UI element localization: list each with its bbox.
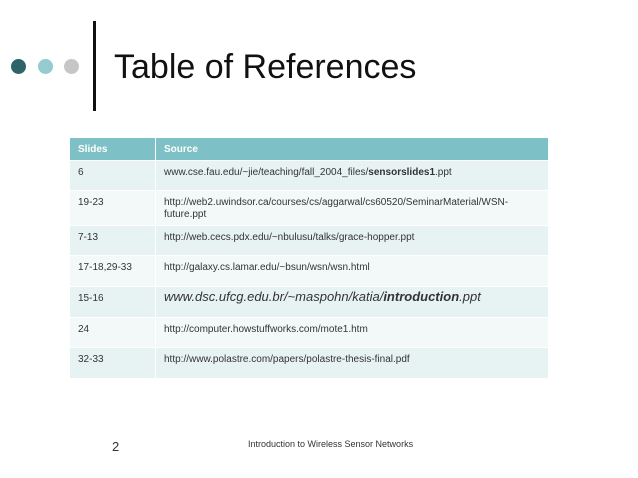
page-number: 2 <box>112 439 120 454</box>
decorative-dot-gray <box>64 59 79 74</box>
slides-cell: 19-23 <box>70 191 156 226</box>
table-row <box>70 191 549 226</box>
table-header-row <box>70 138 549 161</box>
source-text-bold: introduction <box>383 289 460 304</box>
slide-footer: Introduction to Wireless Sensor Networks <box>248 439 414 449</box>
source-text-ext: .ppt <box>459 289 481 304</box>
source-cell: http://www.polastre.com/papers/polastre-thesis-final.pdf <box>156 348 549 379</box>
table-row <box>70 226 549 256</box>
source-text: www.cse.fau.edu/~jie/teaching/fall_2004_files/ <box>164 167 369 178</box>
table-row <box>70 348 549 379</box>
slides-cell: 7-13 <box>70 226 156 256</box>
slides-cell: 32-33 <box>70 348 156 379</box>
slides-cell: 17-18,29-33 <box>70 256 156 287</box>
source-text-ext: .ppt <box>435 167 452 178</box>
source-cell: http://web.cecs.pdx.edu/~nbulusu/talks/grace-hopper.ppt <box>156 226 549 256</box>
references-table <box>69 137 549 379</box>
slide-title: Table of References <box>114 48 417 86</box>
source-cell: http://galaxy.cs.lamar.edu/~bsun/wsn/wsn.html <box>156 256 549 287</box>
source-cell <box>156 161 549 191</box>
source-cell <box>156 287 549 318</box>
source-cell: http://computer.howstuffworks.com/mote1.htm <box>156 318 549 348</box>
table-row <box>70 318 549 348</box>
slides-cell: 6 <box>70 161 156 191</box>
slides-cell: 24 <box>70 318 156 348</box>
table-row <box>70 161 549 191</box>
column-header-source: Source <box>156 138 549 161</box>
slides-cell: 15-16 <box>70 287 156 318</box>
source-text: www.dsc.ufcg.edu.br/~maspohn/katia/ <box>164 289 384 304</box>
decorative-dot-dark <box>11 59 26 74</box>
source-cell: http://web2.uwindsor.ca/courses/cs/aggarwal/cs60520/SeminarMaterial/WSN-future.ppt <box>156 191 549 226</box>
table-row <box>70 256 549 287</box>
title-divider <box>93 21 96 111</box>
source-text-bold: sensorslides1 <box>368 167 436 178</box>
column-header-slides: Slides <box>70 138 156 161</box>
decorative-dot-teal <box>38 59 53 74</box>
table-row <box>70 287 549 318</box>
